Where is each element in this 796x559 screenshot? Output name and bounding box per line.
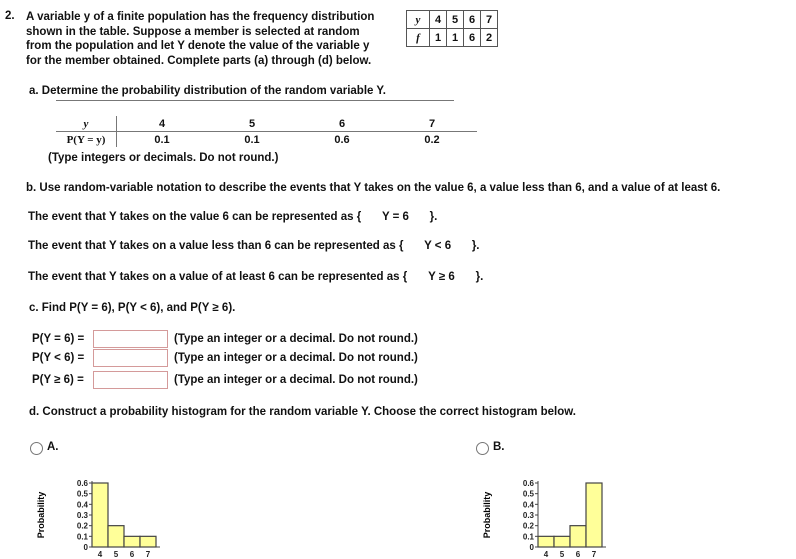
intro-line: for the member obtained. Complete parts (a) through (d) below. (26, 54, 372, 67)
p-less-6-input[interactable] (93, 349, 168, 367)
y-tick-label: 0.5 (522, 489, 534, 499)
y-tick-label: 0.5 (76, 489, 88, 499)
freq-y-cell: 5 (447, 11, 464, 29)
histogram-bar (570, 526, 586, 547)
freq-f-cell: 1 (447, 29, 464, 47)
y-tick-label: 0.3 (522, 511, 534, 520)
x-tick-label: 5 (113, 550, 119, 559)
p-less-6-label: P(Y < 6) = (32, 352, 85, 364)
frequency-row-f (407, 29, 498, 47)
brace-open: { (398, 240, 404, 252)
p-less-6-hint: (Type an integer or a decimal. Do not round.) (174, 352, 418, 364)
prob-y-cell: 5 (207, 116, 297, 132)
p-equal-6-label: P(Y = 6) = (32, 333, 85, 345)
x-tick-label: 7 (591, 550, 597, 559)
intro-line: A variable y of a finite population has the frequency distribution (26, 11, 375, 23)
part-b-line-text: The event that Y takes on a value less than 6 can be represented as (28, 240, 396, 252)
probability-row-y (56, 116, 477, 132)
part-b-line-3 (28, 271, 483, 283)
prob-header-p: P(Y = y) (56, 132, 117, 148)
part-d-instruction: d. Construct a probability histogram for the random variable Y. Choose the correct histogram below. (29, 406, 576, 418)
brace-open: { (402, 271, 408, 283)
question-intro (26, 10, 406, 68)
section-divider (56, 100, 454, 101)
freq-y-cell: 6 (464, 11, 481, 29)
brace-open: { (356, 211, 362, 223)
p-equal-6-hint: (Type an integer or a decimal. Do not round.) (174, 333, 418, 345)
frequency-row-y (407, 11, 498, 29)
histogram-option-a (30, 470, 170, 559)
part-c-instruction: c. Find P(Y = 6), P(Y < 6), and P(Y ≥ 6). (29, 302, 236, 314)
prob-header-y: y (56, 116, 117, 132)
freq-header-y: y (407, 11, 430, 29)
intro-line: from the population and let Y denote the value of the variable y (26, 40, 370, 53)
x-tick-label: 4 (97, 550, 103, 559)
y-tick-label: 0.3 (76, 511, 88, 520)
histogram-bar (538, 536, 554, 547)
y-tick-label: 0 (83, 543, 88, 552)
answer-event-at-least-6[interactable]: Y ≥ 6 (428, 271, 455, 283)
p-at-least-6-hint: (Type an integer or a decimal. Do not round.) (174, 374, 418, 386)
histogram-bar (108, 526, 124, 547)
prob-p-cell: 0.6 (334, 133, 350, 146)
y-tick-label: 0.2 (76, 521, 88, 531)
part-b-line-1 (28, 211, 437, 223)
part-b-instruction: b. Use random-variable notation to describe the events that Y takes on the value 6, a value less than 6, and a value of at least 6. (26, 182, 721, 194)
p-at-least-6-input[interactable] (93, 371, 168, 389)
freq-f-cell: 1 (430, 29, 447, 47)
freq-f-cell: 6 (464, 29, 481, 47)
p-at-least-6-label: P(Y ≥ 6) = (32, 374, 84, 386)
y-tick-label: 0 (529, 543, 534, 552)
probability-row-p (56, 132, 477, 148)
x-tick-label: 5 (559, 550, 565, 559)
prob-p-cell: 0.2 (424, 133, 440, 146)
brace-close: }. (475, 271, 484, 283)
part-a-note: (Type integers or decimals. Do not round.) (48, 152, 279, 164)
y-tick-label: 0.4 (76, 500, 88, 510)
freq-f-cell: 2 (481, 29, 498, 47)
freq-header-f: f (407, 29, 430, 47)
prob-p-cell: 0.1 (244, 133, 260, 146)
answer-event-equal-6[interactable]: Y = 6 (381, 211, 409, 223)
frequency-table (406, 10, 498, 47)
freq-y-cell: 7 (481, 11, 498, 29)
histogram-bar (140, 536, 156, 547)
brace-close: }. (429, 211, 438, 223)
x-tick-label: 7 (145, 550, 151, 559)
question-number: 2. (5, 10, 15, 22)
intro-line: shown in the table. Suppose a member is selected at random (26, 25, 360, 38)
y-tick-label: 0.1 (522, 532, 534, 542)
x-tick-label: 6 (575, 550, 581, 559)
freq-y-cell: 4 (430, 11, 447, 29)
brace-close: }. (471, 240, 480, 252)
option-a-label: A. (47, 441, 59, 453)
part-b-line-2 (28, 240, 480, 252)
option-a-radio[interactable] (30, 442, 43, 455)
p-equal-6-input[interactable] (93, 330, 168, 348)
x-tick-label: 4 (543, 550, 549, 559)
y-axis-label: Probability (36, 491, 46, 539)
x-tick-label: 6 (129, 550, 135, 559)
probability-table (56, 116, 477, 147)
y-tick-label: 0.1 (76, 532, 88, 542)
y-tick-label: 0.6 (522, 479, 534, 488)
prob-y-cell: 7 (387, 116, 477, 132)
prob-y-cell: 6 (297, 116, 387, 132)
histogram-option-b (476, 470, 616, 559)
y-tick-label: 0.6 (76, 479, 88, 488)
y-axis-label: Probability (482, 491, 492, 539)
histogram-bar (554, 536, 570, 547)
part-b-line-text: The event that Y takes on a value of at least 6 can be represented as (28, 271, 400, 283)
answer-event-less-6[interactable]: Y < 6 (424, 240, 452, 252)
histogram-bar (124, 536, 140, 547)
prob-p-cell: 0.1 (154, 133, 170, 146)
y-tick-label: 0.4 (522, 500, 534, 510)
histogram-bar (92, 483, 108, 547)
option-b-radio[interactable] (476, 442, 489, 455)
part-b-line-text: The event that Y takes on the value 6 can be represented as (28, 211, 354, 223)
prob-y-cell: 4 (117, 116, 208, 132)
part-a-instruction: a. Determine the probability distribution of the random variable Y. (29, 85, 386, 97)
y-tick-label: 0.2 (522, 521, 534, 531)
option-b-label: B. (493, 441, 505, 453)
histogram-bar (586, 483, 602, 547)
